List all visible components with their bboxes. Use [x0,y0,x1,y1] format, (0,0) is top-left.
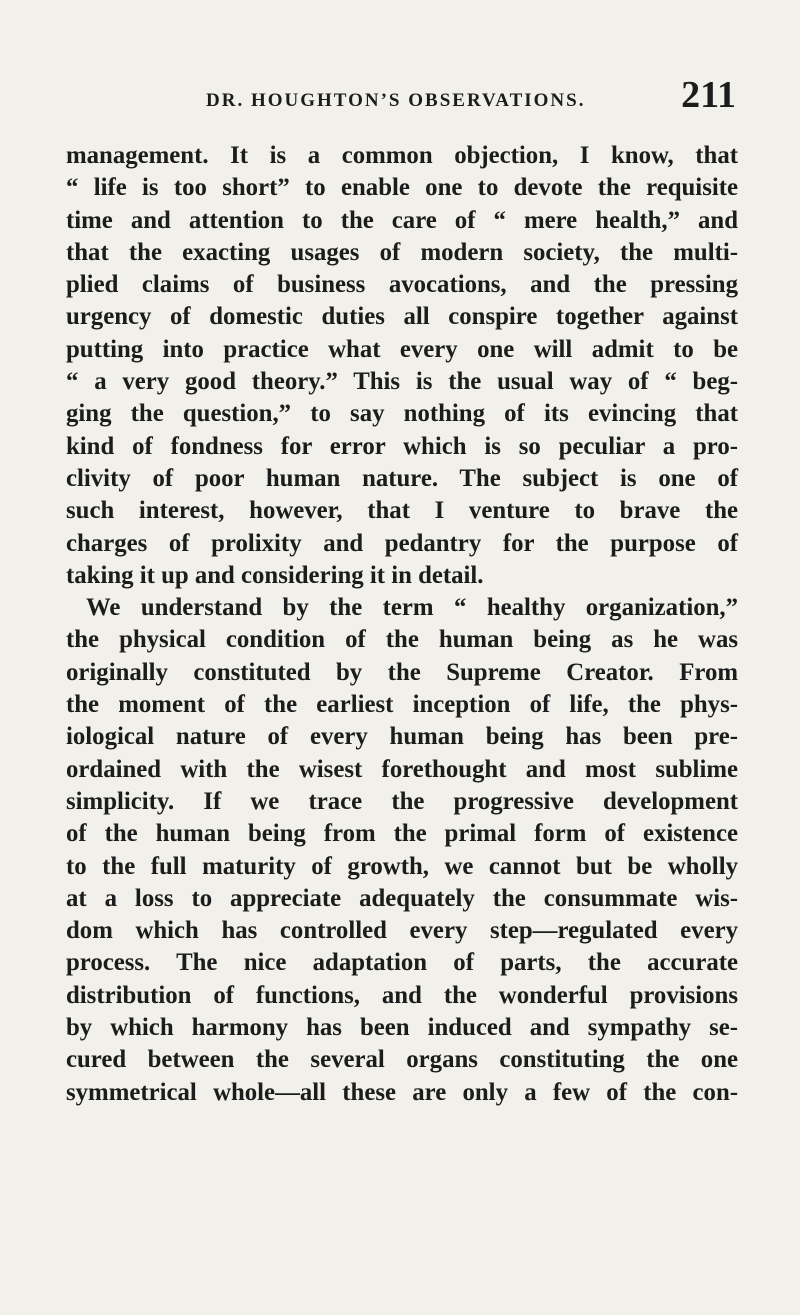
text-line: simplicity. If we trace the progressive development [66,787,738,815]
page-header [62,76,738,124]
text-line: originally constituted by the Supreme Creator. From [66,658,738,686]
text-line: kind of fondness for error which is so peculiar a pro- [66,432,738,460]
text-line: urgency of domestic duties all conspire together against [66,303,738,331]
page-body [66,140,738,1109]
text-line: process. The nice adaptation of parts, the accurate [66,949,738,977]
text-line: time and attention to the care of “ mere health,” and [66,206,738,234]
text-line: plied claims of business avocations, and the pressing [66,271,738,299]
text-line: charges of prolixity and pedantry for the purpose of [66,529,738,557]
text-line: management. It is a common objection, I know, that [66,142,738,169]
page-number: 211 [681,74,736,116]
text-line: We understand by the term “ healthy organization,” [86,594,738,622]
text-line: to the full maturity of growth, we cannot but be wholly [66,852,738,880]
text-line: such interest, however, that I venture to brave the [66,497,738,525]
text-line: the physical condition of the human being as he was [66,626,738,654]
text-line: by which harmony has been induced and sympathy se- [66,1014,738,1042]
text-line: ging the question,” to say nothing of its evincing that [66,400,738,428]
text-line: cured between the several organs constituting the one [66,1046,738,1074]
text-line: of the human being from the primal form of existence [66,820,738,848]
text-line: the moment of the earliest inception of life, the phys- [66,691,738,719]
text-line: dom which has controlled every step—regulated every [66,917,738,945]
running-head: DR. HOUGHTON’S OBSERVATIONS. [206,90,586,111]
text-line: distribution of functions, and the wonderful provisions [66,981,738,1009]
text-line: putting into practice what every one will admit to be [66,335,738,363]
text-line: taking it up and considering it in detail. [66,561,484,589]
text-line: iological nature of every human being has been pre- [66,723,738,751]
text-line: ordained with the wisest forethought and most sublime [66,755,738,783]
text-line: symmetrical whole—all these are only a few of the con- [66,1078,738,1106]
text-line: that the exacting usages of modern society, the multi- [66,238,738,266]
text-line: “ a very good theory.” This is the usual way of “ beg- [66,368,738,396]
text-line: “ life is too short” to enable one to devote the requisite [66,174,738,202]
text-line: at a loss to appreciate adequately the consummate wis- [66,884,738,912]
text-line: clivity of poor human nature. The subject is one of [66,464,738,492]
